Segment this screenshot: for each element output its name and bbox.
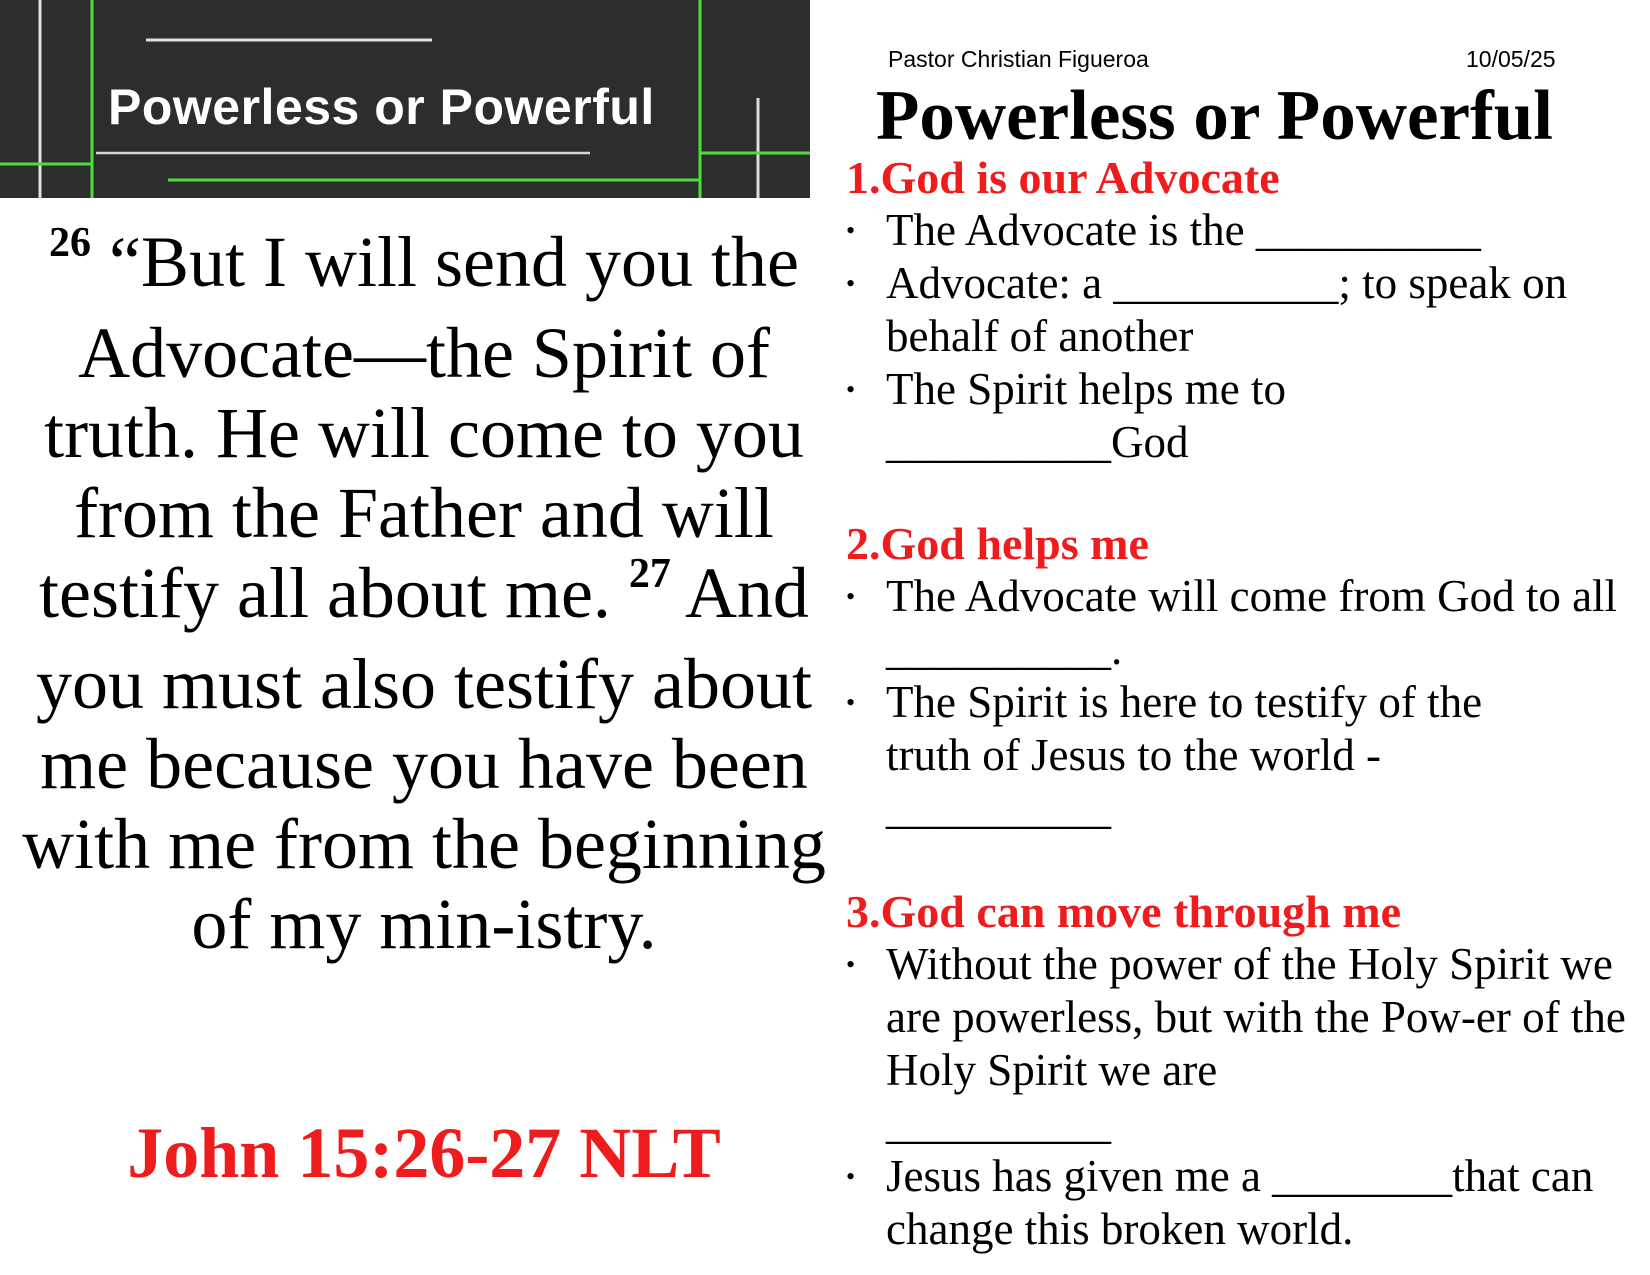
verse-number-26: 26: [49, 220, 92, 266]
bullet-dot-icon: •: [846, 375, 856, 404]
bullet-text: The Advocate will come from God to all __________.: [886, 571, 1618, 674]
title-banner: [0, 0, 810, 198]
verse-27-text: And you must also testify about me because you have been with me from the beginning of my min-istry.: [22, 553, 826, 964]
bullet-text: The Spirit helps me to __________God: [886, 364, 1286, 467]
list-item: [846, 204, 1646, 257]
section-heading: 1.God is our Advocate: [846, 152, 1280, 203]
bullet-text: The Spirit is here to testify of the truth of Jesus to the world -: [886, 677, 1483, 780]
bullet-list: [846, 204, 1646, 469]
bullet-list: [846, 938, 1646, 1256]
bullet-dot-icon: •: [846, 269, 856, 298]
scripture-passage: [18, 222, 830, 964]
list-item: [846, 1150, 1636, 1256]
bullet-dot-icon: •: [846, 688, 856, 717]
answer-blank: __________: [886, 783, 1111, 833]
section-god-can-move-through-me: [846, 886, 1646, 1256]
list-item: [846, 257, 1646, 363]
list-item: [846, 363, 1366, 469]
bullet-dot-icon: •: [846, 216, 856, 245]
section-god-helps-me: [846, 518, 1646, 835]
answer-blank: __________: [886, 1098, 1111, 1148]
list-item: [846, 570, 1646, 676]
section-god-is-our-advocate: [846, 152, 1646, 469]
bullet-dot-icon: •: [846, 950, 856, 979]
scripture-reference: John 15:26-27 NLT: [127, 1113, 721, 1193]
verse-26-text: “But I will send you the Advocate—the Spirit of truth. He will come to you from the Father and will testify all about me.: [39, 222, 804, 633]
bullet-dot-icon: •: [846, 1162, 856, 1191]
bullet-list: [846, 570, 1646, 835]
bullet-text: Jesus has given me a ________that can change this broken world.: [886, 1151, 1594, 1254]
banner-title: Powerless or Powerful: [108, 79, 655, 135]
list-item-blank: [846, 782, 1646, 835]
notes-title: Powerless or Powerful: [876, 77, 1553, 155]
bullet-text: Advocate: a __________; to speak on behalf of another: [886, 258, 1568, 361]
pastor-name: Pastor Christian Figueroa: [888, 46, 1149, 72]
list-item-blank: [846, 1097, 1646, 1150]
bullet-text: The Advocate is the __________: [886, 205, 1481, 255]
list-item: [846, 676, 1566, 782]
section-heading: 2.God helps me: [846, 518, 1149, 569]
list-item: [846, 938, 1636, 1097]
section-heading: 3.God can move through me: [846, 886, 1401, 937]
bullet-dot-icon: •: [846, 582, 856, 611]
bullet-text: Without the power of the Holy Spirit we are powerless, but with the Pow-er of the Holy Spirit we are: [886, 939, 1626, 1095]
verse-number-27: 27: [628, 551, 671, 597]
sermon-date: 10/05/25: [1466, 46, 1556, 72]
